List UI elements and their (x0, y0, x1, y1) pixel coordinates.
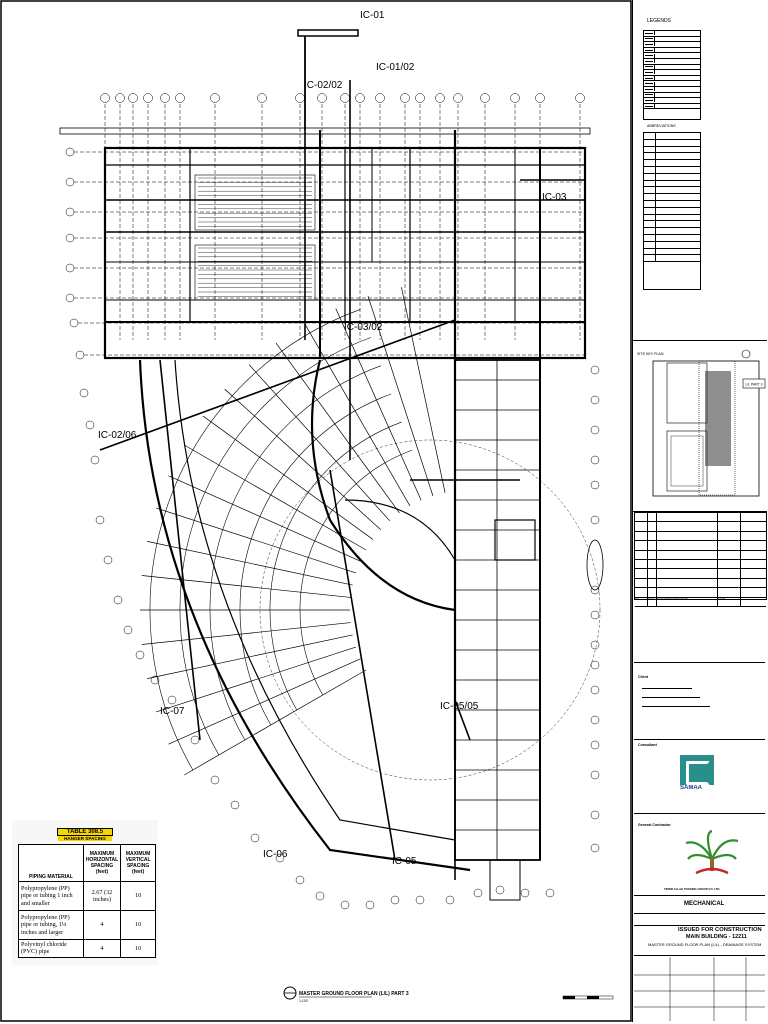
building-right-wing (455, 360, 540, 900)
status-line-2: MAIN BUILDING - 12211 (686, 934, 747, 940)
grid-bubble (496, 886, 504, 894)
grid-bubble (86, 421, 94, 429)
grid-bubble (211, 776, 219, 784)
grid-bubble (251, 834, 259, 842)
drainage-pipe (100, 320, 455, 450)
cell-material: Polyvinyl chloride (PVC) pipe (19, 940, 84, 958)
grid-bubble (446, 896, 454, 904)
status-line-1: ISSUED FOR CONSTRUCTION (678, 927, 762, 933)
grid-bubble (536, 94, 545, 103)
revision-row (635, 541, 766, 550)
grid-bubble (591, 811, 599, 819)
pipe-tag: IC-07 (160, 706, 185, 717)
grid-bubble (474, 889, 482, 897)
grid-bubble (296, 94, 305, 103)
grid-bubble (591, 771, 599, 779)
revision-row (635, 513, 766, 522)
grid-bubble (591, 396, 599, 404)
abbreviation-row (644, 215, 700, 222)
grid-bubble (191, 736, 199, 744)
revision-table (634, 512, 767, 600)
client-lines (642, 685, 732, 707)
grid-bubble (376, 94, 385, 103)
header-horizontal: MAXIMUM HORIZONTAL SPACING (feet) (83, 845, 120, 882)
cell-material: Polypropylene (PP) pipe or tubing 1 inch and smaller (19, 882, 84, 911)
abbreviations-box (643, 132, 701, 290)
grid-bubble (66, 148, 74, 156)
key-plan-panel (633, 340, 767, 512)
consultant-label: Consultant (638, 743, 657, 747)
grid-bubble (391, 896, 399, 904)
grid-bubble (511, 94, 520, 103)
hanger-spacing-table-wrap (12, 820, 158, 965)
grid-bubble (96, 516, 104, 524)
abbreviation-row (644, 133, 700, 140)
grid-bubble (211, 94, 220, 103)
hanger-table (18, 844, 156, 958)
grid-bubble (316, 892, 324, 900)
grid-bubble (454, 94, 463, 103)
grid-bubble (91, 456, 99, 464)
grid-bubble (70, 319, 78, 327)
table-header-row (19, 845, 156, 882)
sheet-title: MASTER GROUND FLOOR PLAN (L/L) - DRAINAGE SYSTEM (648, 942, 762, 947)
abbreviation-row (644, 201, 700, 208)
drawing-title: MASTER GROUND FLOOR PLAN (L/L) PART 3 (299, 991, 409, 997)
abbreviation-row (644, 249, 700, 256)
grid-bubble (80, 389, 88, 397)
pipe-tag: IC-03/02 (344, 322, 383, 333)
grid-bubble (591, 741, 599, 749)
cell-vertical: 10 (121, 882, 156, 911)
legend-row (644, 104, 700, 110)
grid-bubble (591, 716, 599, 724)
abbreviation-row (644, 187, 700, 194)
sheet-info-grid (634, 957, 765, 1021)
consultant-logo-text: SAMAA (680, 785, 702, 791)
grid-bubble (161, 94, 170, 103)
grid-bubble (341, 94, 350, 103)
grid-bubble (591, 516, 599, 524)
header-material: PIPING MATERIAL (19, 845, 84, 882)
key-plan-tag: L/L PART 3 (745, 382, 763, 387)
abbreviation-row (644, 174, 700, 181)
table-row (19, 882, 156, 911)
pipe-tag: IC-02/02 (304, 80, 343, 91)
grid-bubble (318, 94, 327, 103)
discipline: MECHANICAL (684, 901, 725, 907)
cell-horizontal: 2.67 (32 inches) (83, 882, 120, 911)
pipe-tag: IC-05 (392, 856, 417, 867)
building-orthogonal-block (60, 30, 590, 860)
abbreviation-row (644, 147, 700, 154)
revision-row (635, 588, 766, 597)
key-plan-title: SITE KEY PLAN (637, 352, 664, 356)
grid-bubble (168, 696, 176, 704)
abbreviation-row (644, 181, 700, 188)
building-curved-wing (140, 287, 603, 870)
grid-bubble (144, 94, 153, 103)
grid-lines-top (101, 94, 585, 341)
grid-bubble (296, 876, 304, 884)
pipe-tag: IC-01 (360, 10, 385, 21)
grid-bubble (591, 481, 599, 489)
contractor-company: TIMOR ALLAH TRADING GROUP CO. LTD. (664, 887, 721, 891)
abbreviation-row (644, 167, 700, 174)
revision-row (635, 551, 766, 560)
legends-box (643, 30, 701, 120)
grid-bubble (101, 94, 110, 103)
revision-row (635, 560, 766, 569)
grid-bubble (366, 901, 374, 909)
grid-bubble (124, 626, 132, 634)
cell-vertical: 10 (121, 911, 156, 940)
grid-bubble (546, 889, 554, 897)
grid-bubble (521, 889, 529, 897)
table-row (19, 911, 156, 940)
grid-bubble (481, 94, 490, 103)
grid-bubble (576, 94, 585, 103)
revision-row (635, 522, 766, 531)
revision-header: NO. DATE DESCRIPTION/REVISION NAME (635, 598, 766, 607)
grid-bubble (66, 294, 74, 302)
abbreviation-row (644, 228, 700, 235)
drawing-scale: 1:100 (299, 999, 308, 1003)
pipe-tag: IC-03 (542, 192, 567, 203)
grid-bubble (176, 94, 185, 103)
abbreviation-row (644, 194, 700, 201)
grid-bubble (591, 641, 599, 649)
abbreviations-title: ABBREVIATIONS (647, 124, 676, 128)
grid-bubble (591, 456, 599, 464)
grid-bubble (258, 94, 267, 103)
grid-bubble (231, 801, 239, 809)
abbreviation-row (644, 235, 700, 242)
client-label: Client (638, 675, 648, 679)
project-info-panel (634, 662, 765, 1023)
abbreviation-row (644, 160, 700, 167)
grid-bubble (591, 661, 599, 669)
grid-bubble (66, 178, 74, 186)
abbreviation-row (644, 255, 700, 262)
scale-bar (563, 996, 613, 999)
drainage-pipe (330, 470, 395, 860)
grid-bubble (591, 844, 599, 852)
grid-bubble (591, 366, 599, 374)
pipe-tag: IC-05/05 (440, 701, 479, 712)
cell-horizontal: 4 (83, 940, 120, 958)
table-row (19, 940, 156, 958)
abbreviation-row (644, 208, 700, 215)
key-plan-drawing (633, 341, 767, 511)
consultant-logo (680, 755, 720, 801)
pipe-tag: IC-01/02 (376, 62, 415, 73)
grid-bubble (356, 94, 365, 103)
grid-bubble (436, 94, 445, 103)
drawing-title-block (284, 987, 613, 1003)
revision-row (635, 532, 766, 541)
header-vertical: MAXIMUM VERTICAL SPACING (feet) (121, 845, 156, 882)
table-caption: HANGER SPACING (58, 836, 112, 841)
grid-bubble (76, 351, 84, 359)
legends-title: LEGENDS (647, 18, 671, 24)
grid-bubble (136, 651, 144, 659)
abbreviation-row (644, 140, 700, 147)
contractor-palm-logo (682, 829, 742, 879)
grid-bubble (341, 901, 349, 909)
abbreviation-row (644, 153, 700, 160)
table-number: TABLE 308.5 (57, 828, 113, 836)
pipe-tag: IC-06 (263, 849, 288, 860)
grid-bubble (591, 686, 599, 694)
grid-bubble (116, 94, 125, 103)
abbreviation-row (644, 221, 700, 228)
grid-bubble (104, 556, 112, 564)
grid-bubble (591, 611, 599, 619)
cell-material: Polypropylene (PP) pipe or tubing, 1¼ inches and larger (19, 911, 84, 940)
cell-horizontal: 4 (83, 911, 120, 940)
pipe-tag: IC-02/06 (98, 430, 137, 441)
title-block (632, 0, 767, 1022)
grid-bubble (66, 208, 74, 216)
revision-row (635, 569, 766, 578)
grid-bubble (401, 94, 410, 103)
abbreviation-row (644, 242, 700, 249)
revision-row (635, 579, 766, 588)
grid-bubble (66, 264, 74, 272)
cell-vertical: 10 (121, 940, 156, 958)
contractor-label: General Contractor (638, 823, 671, 827)
grid-bubble (416, 896, 424, 904)
grid-bubble (416, 94, 425, 103)
grid-bubble (66, 234, 74, 242)
grid-bubble (591, 426, 599, 434)
grid-bubble (114, 596, 122, 604)
grid-bubble (129, 94, 138, 103)
